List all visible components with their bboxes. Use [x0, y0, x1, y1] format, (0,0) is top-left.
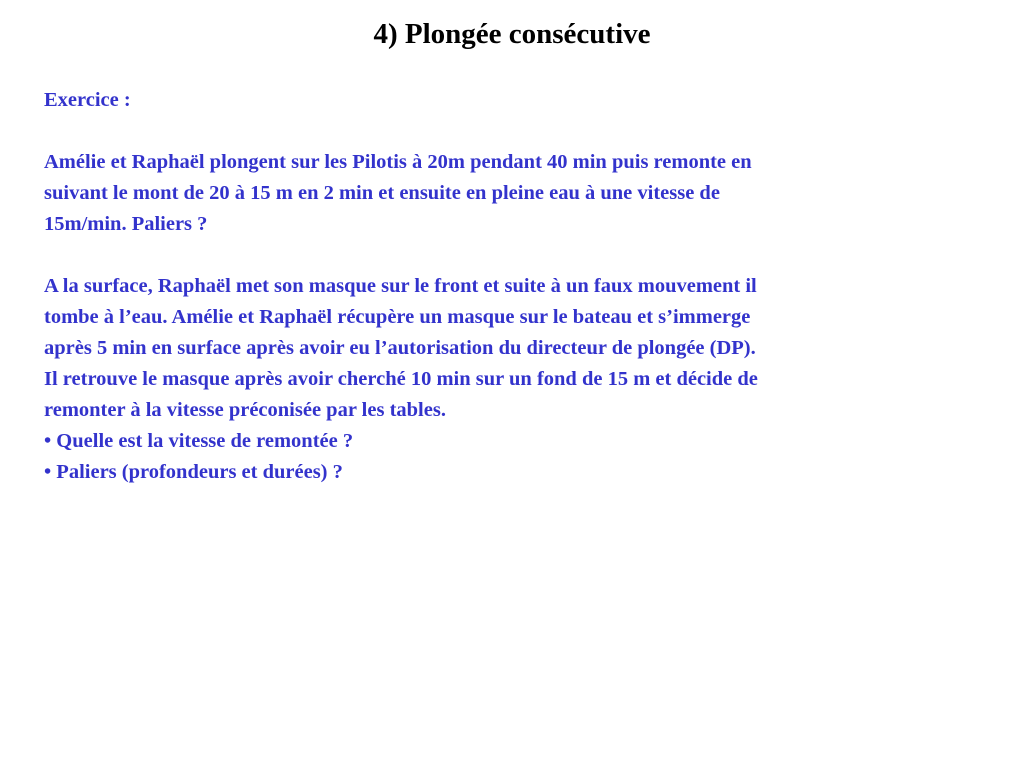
question-bullet: • Quelle est la vitesse de remontée ?: [44, 430, 354, 452]
exercise-2-line: après 5 min en surface après avoir eu l’autorisation du directeur de plongée (DP).: [44, 337, 756, 359]
exercise-2-line: remonter à la vitesse préconisée par les tables.: [44, 399, 446, 421]
exercise-1-line: 15m/min. Paliers ?: [44, 213, 208, 235]
slide-content: [44, 85, 984, 488]
question-bullet: • Paliers (profondeurs et durées) ?: [44, 461, 343, 483]
spacer: [44, 116, 984, 147]
exercise-heading: Exercice :: [44, 89, 131, 111]
slide-title: 4) Plongée consécutive: [373, 18, 651, 50]
exercise-1-line: Amélie et Raphaël plongent sur les Pilotis à 20m pendant 40 min puis remonte en: [44, 151, 752, 173]
exercise-1-paragraph: [44, 147, 984, 240]
exercise-1-line: suivant le mont de 20 à 15 m en 2 min et ensuite en pleine eau à une vitesse de: [44, 182, 720, 204]
exercise-2-line: A la surface, Raphaël met son masque sur le front et suite à un faux mouvement il: [44, 275, 757, 297]
exercise-2-line: Il retrouve le masque après avoir cherché 10 min sur un fond de 15 m et décide de: [44, 368, 758, 390]
spacer: [44, 240, 984, 271]
exercise-2-paragraph: [44, 271, 984, 488]
exercise-2-line: tombe à l’eau. Amélie et Raphaël récupère un masque sur le bateau et s’immerge: [44, 306, 751, 328]
